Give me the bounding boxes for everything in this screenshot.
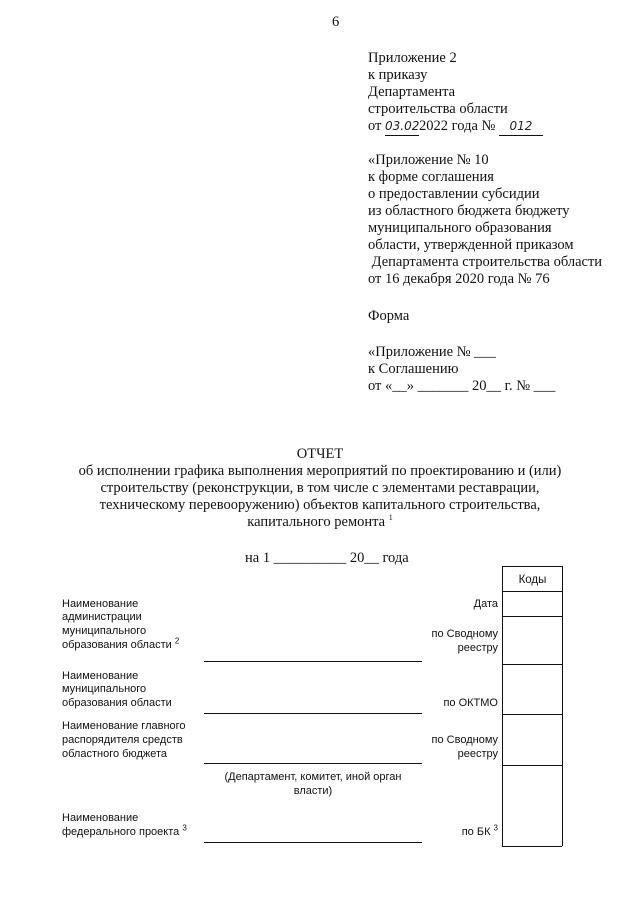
date-handwritten: 03.02 xyxy=(385,118,419,136)
row1-left-line-4: образования области $^2$ xyxy=(62,636,180,651)
label-svodny-1: по Сводному xyxy=(431,628,498,640)
row1-left-line-2: администрации xyxy=(62,611,142,623)
appendix-line-2: к приказу xyxy=(368,67,428,83)
row1-input-line[interactable] xyxy=(204,661,422,662)
quote-line-8: от 16 декабря 2020 года № 76 xyxy=(368,271,550,287)
row4-left-line-1: Наименование xyxy=(62,812,139,824)
caption-line-2: власти) xyxy=(293,785,333,797)
row1-left-line-1: Наименование xyxy=(62,598,139,610)
row1-left-line-3: муниципального xyxy=(62,625,147,637)
appendix-line-4: строительства области xyxy=(368,101,508,117)
row2-left-line-2: муниципального xyxy=(62,683,147,695)
number-sign: № xyxy=(481,118,496,134)
label-date: Дата xyxy=(473,598,498,610)
row2-left-line-3: образования области xyxy=(62,697,172,709)
row3-left-line-1: Наименование главного xyxy=(62,720,186,732)
quote-line-5: муниципального образования xyxy=(368,220,552,236)
quote-line-3: о предоставлении субсидии xyxy=(368,186,540,202)
caption-line-1: (Департамент, комитет, иной орган xyxy=(224,771,402,783)
codes-header: Коды xyxy=(518,574,547,586)
row2-input-line[interactable] xyxy=(204,713,422,714)
form-label: Форма xyxy=(368,308,410,324)
report-subtitle-2: строительству (реконструкции, в том числе с элементами реставрации, xyxy=(100,480,540,496)
row3-input-line[interactable] xyxy=(204,763,422,764)
quote-line-4: из областного бюджета бюджету xyxy=(368,203,570,219)
report-subtitle-3: техническому перевооружению) объектов капитального строительства, xyxy=(99,497,541,513)
number-handwritten: 012 xyxy=(499,118,543,136)
row4-input-line[interactable] xyxy=(204,842,422,843)
report-title: ОТЧЕТ xyxy=(296,446,344,462)
agreement-line-2: к Соглашению xyxy=(368,361,459,377)
appendix-line-3: Департамента xyxy=(368,84,456,100)
label-reestr-1: реестру xyxy=(457,642,498,654)
label-reestr-2: реестру xyxy=(457,748,498,760)
quote-line-7: Департамента строительства области xyxy=(368,254,603,270)
label-bk: по БК $^3$ xyxy=(461,823,498,838)
label-svodny-2: по Сводному xyxy=(431,734,498,746)
date-prefix: от xyxy=(368,118,382,134)
appendix-date-line xyxy=(368,118,543,136)
row3-left-line-3: областного бюджета xyxy=(62,748,168,760)
row3-left-line-2: распорядителя средств xyxy=(62,734,183,746)
quote-line-2: к форме соглашения xyxy=(368,169,494,185)
label-oktmo: по ОКТМО xyxy=(443,697,498,709)
row4-left-line-2: федерального проекта $^3$ xyxy=(62,823,187,838)
page-number: 6 xyxy=(332,14,340,30)
footnote-marker: 1 xyxy=(388,513,393,523)
agreement-line-1: «Приложение № ___ xyxy=(368,344,496,360)
report-subtitle-1: об исполнении графика выполнения мероприятий по проектированию и (или) xyxy=(78,463,562,479)
quote-line-1: «Приложение № 10 xyxy=(368,152,489,168)
agreement-line-3: от «__» _______ 20__ г. № ___ xyxy=(368,378,556,394)
row2-left-line-1: Наименование xyxy=(62,670,139,682)
report-date-line: на 1 __________ 20__ года xyxy=(245,550,409,566)
date-suffix: 2022 года xyxy=(419,118,478,134)
quote-line-6: области, утвержденной приказом xyxy=(368,237,574,253)
report-subtitle-4: капитального ремонта $^1$ xyxy=(247,513,393,530)
appendix-line-1: Приложение 2 xyxy=(368,50,457,66)
